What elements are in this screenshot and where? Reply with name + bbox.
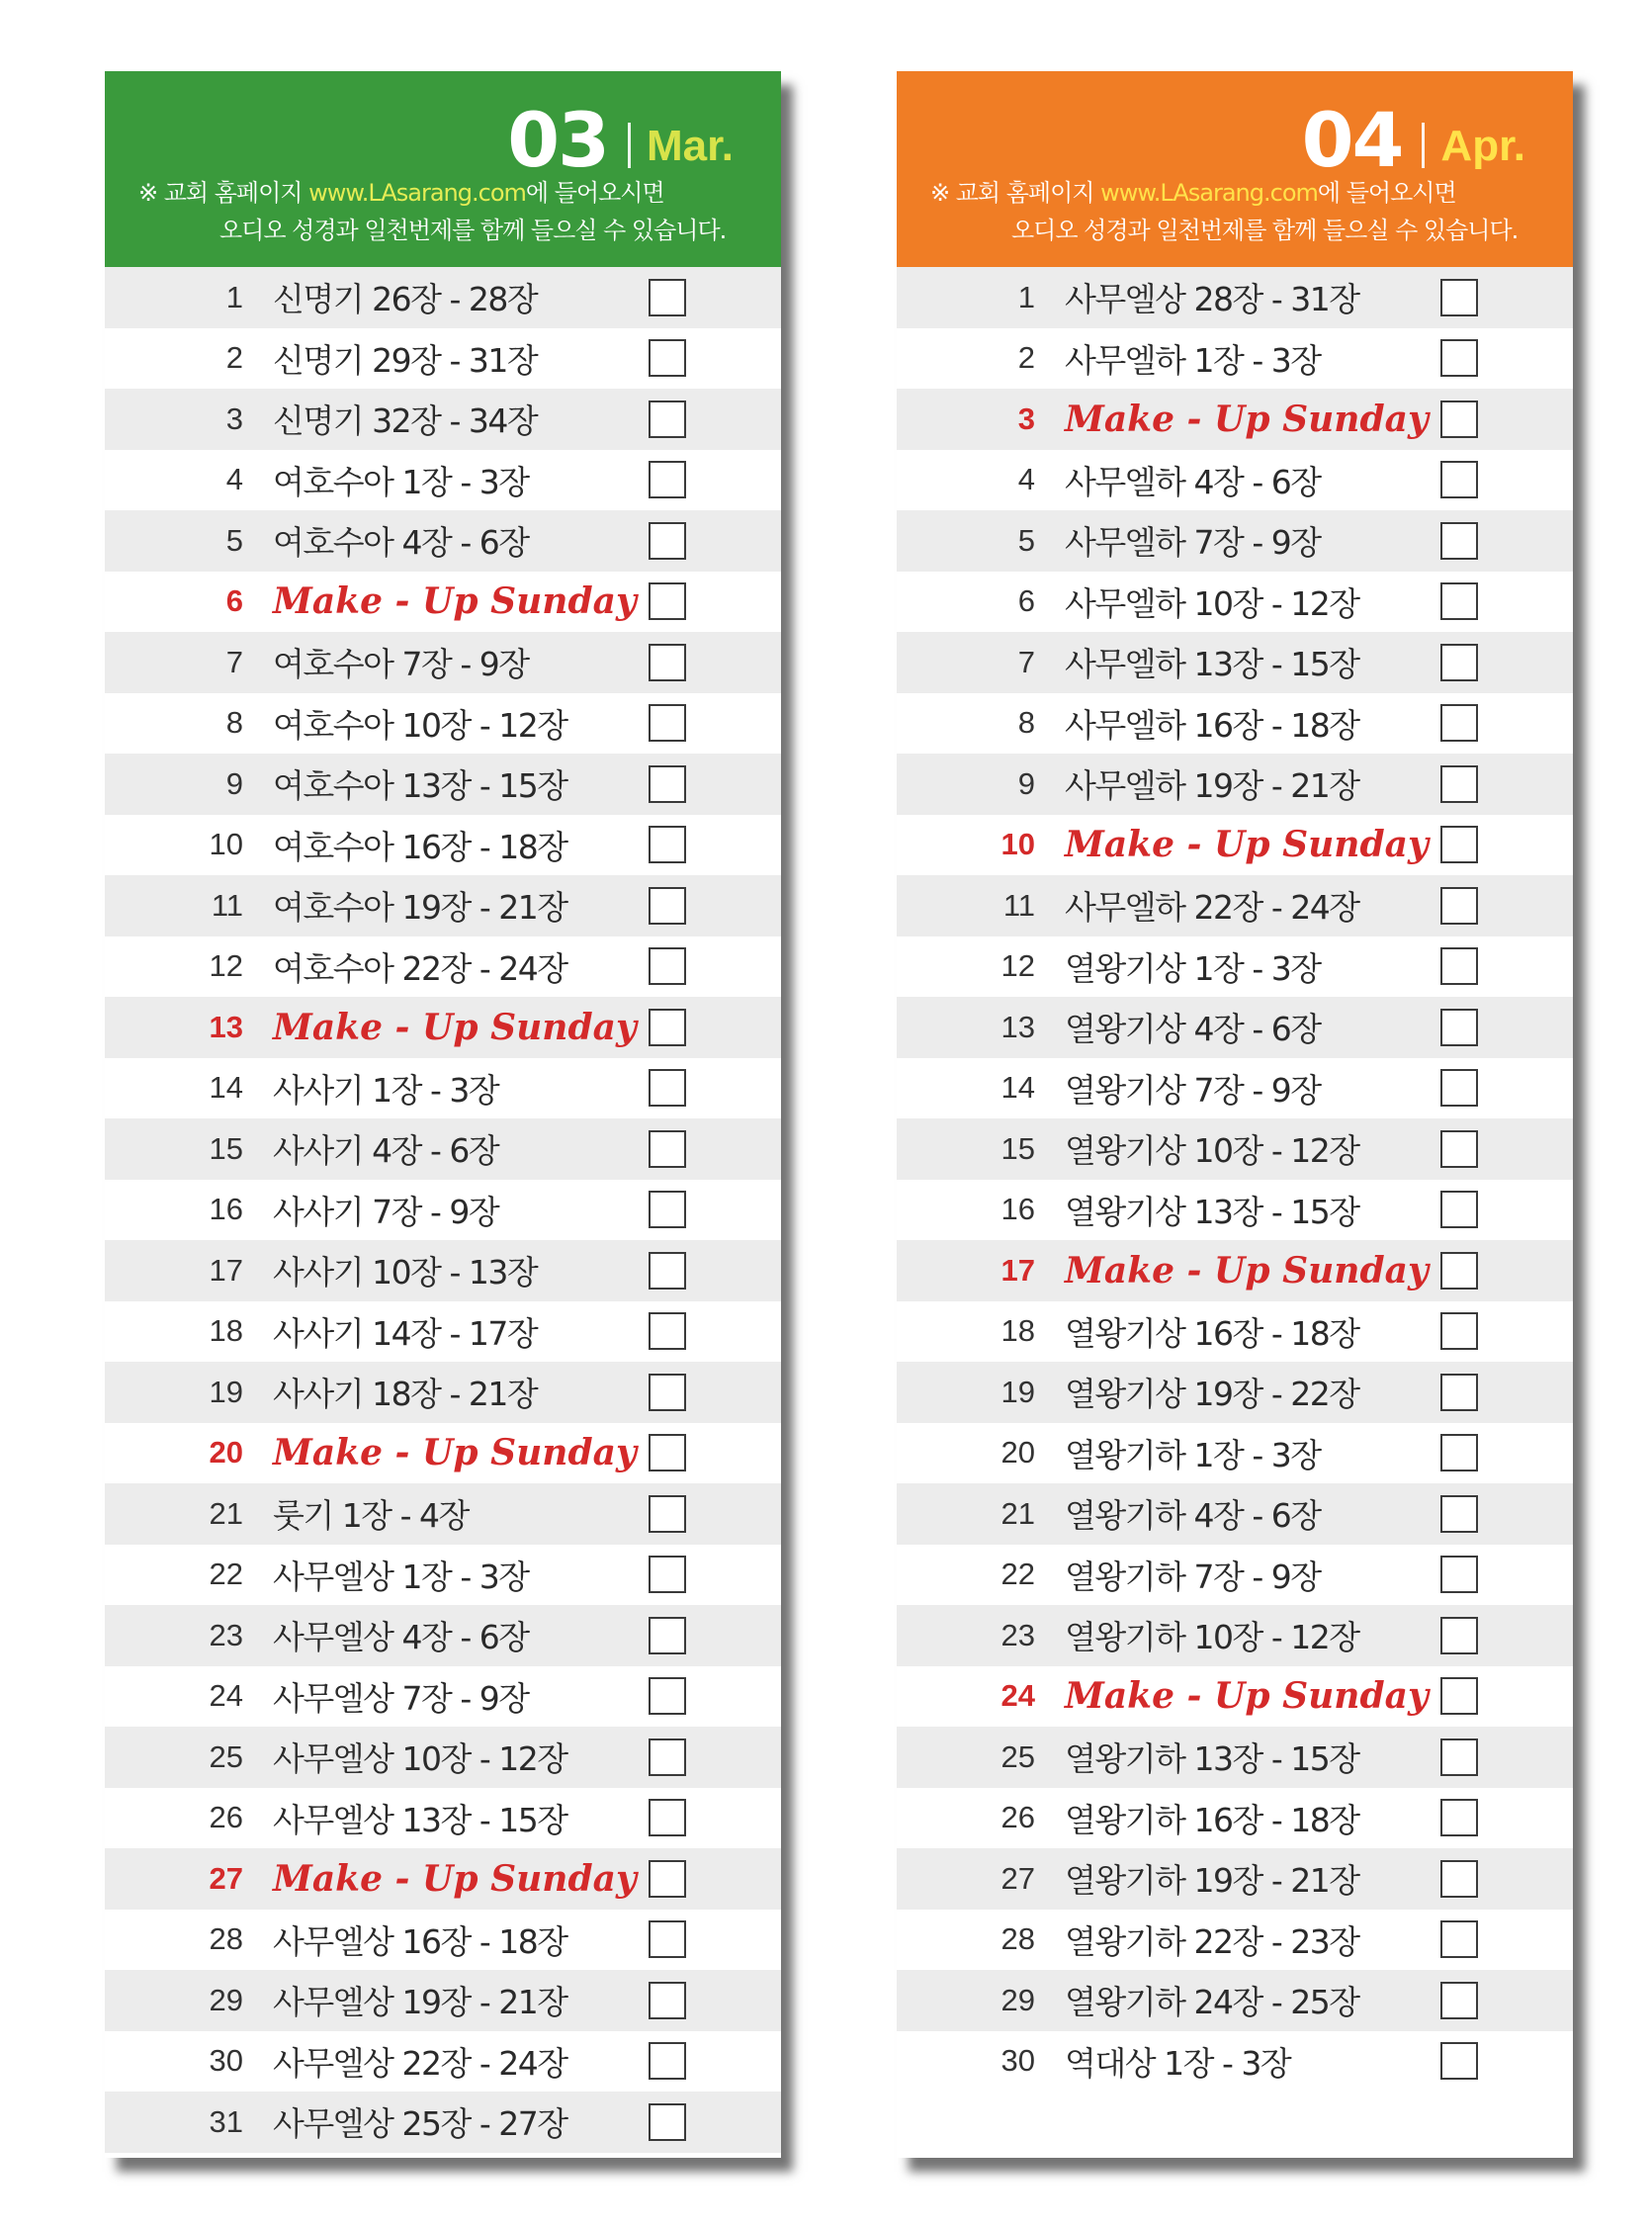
- reading-row: [105, 2031, 781, 2093]
- reading-row: [897, 1910, 1573, 1971]
- completed-checkbox[interactable]: [649, 1738, 686, 1776]
- completed-checkbox[interactable]: [1440, 704, 1478, 742]
- day-number: 24: [1000, 1678, 1035, 1714]
- day-number: 16: [1000, 1192, 1035, 1227]
- completed-checkbox[interactable]: [1440, 1374, 1478, 1411]
- day-number: 7: [1017, 644, 1035, 679]
- reading-row: [105, 267, 781, 328]
- april-reading-list: [897, 267, 1573, 2092]
- completed-checkbox[interactable]: [649, 1920, 686, 1958]
- day-number: 4: [1017, 462, 1035, 497]
- completed-checkbox[interactable]: [1440, 1617, 1478, 1654]
- completed-checkbox[interactable]: [1440, 401, 1478, 438]
- reading-row: [105, 1180, 781, 1241]
- reading-row: [105, 450, 781, 511]
- completed-checkbox[interactable]: [649, 1677, 686, 1715]
- day-number: 19: [209, 1374, 243, 1409]
- day-number: 28: [1000, 1921, 1035, 1957]
- completed-checkbox[interactable]: [649, 644, 686, 681]
- month-name: Apr.: [1440, 122, 1525, 170]
- day-number: 8: [1017, 705, 1035, 741]
- reading-passage: 열왕기하 1장 - 3장: [1065, 1435, 1321, 1474]
- reading-row: [105, 754, 781, 815]
- day-number: 4: [225, 462, 243, 497]
- completed-checkbox[interactable]: [649, 1860, 686, 1898]
- reading-row: [897, 389, 1573, 450]
- reading-row: [897, 1605, 1573, 1666]
- reading-passage: 신명기 29장 - 31장: [273, 340, 538, 380]
- reading-passage: 사무엘하 16장 - 18장: [1065, 705, 1359, 745]
- completed-checkbox[interactable]: [1440, 339, 1478, 377]
- reading-passage: 역대상 1장 - 3장: [1065, 2043, 1291, 2083]
- completed-checkbox[interactable]: [1440, 1556, 1478, 1593]
- day-number: 15: [1000, 1130, 1035, 1166]
- day-number: 24: [209, 1678, 243, 1714]
- completed-checkbox[interactable]: [649, 1191, 686, 1228]
- month-name: Mar.: [646, 122, 734, 170]
- reading-row: [105, 1666, 781, 1728]
- day-number: 6: [225, 583, 243, 619]
- completed-checkbox[interactable]: [1440, 644, 1478, 681]
- completed-checkbox[interactable]: [649, 279, 686, 316]
- day-number: 9: [225, 765, 243, 801]
- day-number: 26: [1000, 1800, 1035, 1835]
- completed-checkbox[interactable]: [649, 765, 686, 803]
- month-heading: [507, 96, 734, 184]
- reading-row: [897, 1362, 1573, 1423]
- reading-row: [105, 1362, 781, 1423]
- website-notice: [138, 174, 732, 249]
- reading-row: [105, 1118, 781, 1180]
- reading-passage: 사무엘상 1장 - 3장: [273, 1557, 529, 1596]
- reading-passage: 사무엘상 4장 - 6장: [273, 1618, 529, 1657]
- reading-row: [105, 1788, 781, 1849]
- makeup-sunday-label: Make - Up Sunday: [273, 580, 637, 623]
- day-number: 3: [225, 401, 243, 436]
- website-notice: [930, 174, 1523, 249]
- reading-passage: 사무엘하 7장 - 9장: [1065, 523, 1321, 563]
- completed-checkbox[interactable]: [1440, 1982, 1478, 2019]
- reading-passage: 열왕기하 24장 - 25장: [1065, 1983, 1359, 2022]
- march-reading-list: [105, 267, 781, 2153]
- reading-passage: 열왕기상 19장 - 22장: [1065, 1375, 1359, 1414]
- reading-row: [897, 1240, 1573, 1301]
- reading-row: [105, 328, 781, 390]
- month-heading: [1301, 96, 1525, 184]
- april-header: [897, 71, 1573, 267]
- reading-passage: 여호수아 10장 - 12장: [273, 705, 567, 745]
- reading-row: [897, 572, 1573, 633]
- reading-row: [105, 1910, 781, 1971]
- completed-checkbox[interactable]: [649, 582, 686, 620]
- reading-passage: 사무엘상 10장 - 12장: [273, 1739, 567, 1779]
- day-number: 29: [209, 1982, 243, 2017]
- day-number: 5: [1017, 522, 1035, 558]
- completed-checkbox[interactable]: [649, 1799, 686, 1836]
- completed-checkbox[interactable]: [649, 826, 686, 863]
- day-number: 21: [1000, 1495, 1035, 1531]
- completed-checkbox[interactable]: [649, 1434, 686, 1471]
- completed-checkbox[interactable]: [1440, 1738, 1478, 1776]
- completed-checkbox[interactable]: [649, 1130, 686, 1168]
- day-number: 13: [209, 1009, 243, 1044]
- reading-row: [897, 267, 1573, 328]
- reading-row: [105, 1545, 781, 1606]
- month-divider: [628, 123, 631, 168]
- reading-passage: 신명기 32장 - 34장: [273, 401, 538, 441]
- reading-row: [897, 1727, 1573, 1788]
- day-number: 30: [1000, 2043, 1035, 2079]
- day-number: 7: [225, 644, 243, 679]
- day-number: 6: [1017, 583, 1035, 619]
- day-number: 28: [209, 1921, 243, 1957]
- reading-row: [105, 1483, 781, 1545]
- completed-checkbox[interactable]: [1440, 826, 1478, 863]
- day-number: 17: [209, 1252, 243, 1288]
- reading-passage: 사무엘하 13장 - 15장: [1065, 645, 1359, 684]
- completed-checkbox[interactable]: [1440, 461, 1478, 498]
- reading-passage: 열왕기하 16장 - 18장: [1065, 1800, 1359, 1839]
- day-number: 2: [1017, 340, 1035, 376]
- reading-row: [897, 997, 1573, 1058]
- completed-checkbox[interactable]: [649, 461, 686, 498]
- april-reading-card: [897, 71, 1573, 2158]
- reading-passage: 사무엘하 10장 - 12장: [1065, 583, 1359, 623]
- reading-passage: 열왕기상 10장 - 12장: [1065, 1131, 1359, 1171]
- day-number: 21: [209, 1495, 243, 1531]
- completed-checkbox[interactable]: [649, 1617, 686, 1654]
- completed-checkbox[interactable]: [1440, 279, 1478, 316]
- completed-checkbox[interactable]: [1440, 1434, 1478, 1471]
- reading-passage: 열왕기하 4장 - 6장: [1065, 1496, 1321, 1536]
- month-number: 04: [1301, 96, 1403, 184]
- completed-checkbox[interactable]: [1440, 2042, 1478, 2080]
- reading-row: [105, 1605, 781, 1666]
- completed-checkbox[interactable]: [1440, 1130, 1478, 1168]
- reading-row: [897, 1666, 1573, 1728]
- completed-checkbox[interactable]: [1440, 522, 1478, 560]
- reading-passage: 사무엘하 19장 - 21장: [1065, 766, 1359, 806]
- completed-checkbox[interactable]: [649, 947, 686, 985]
- completed-checkbox[interactable]: [649, 1556, 686, 1593]
- completed-checkbox[interactable]: [1440, 1009, 1478, 1046]
- completed-checkbox[interactable]: [649, 1982, 686, 2019]
- day-number: 2: [225, 340, 243, 376]
- day-number: 27: [1000, 1860, 1035, 1896]
- day-number: 13: [1000, 1009, 1035, 1044]
- notice-line-2: 오디오 성경과 일천번제를 함께 들으실 수 있습니다.: [219, 217, 727, 244]
- day-number: 1: [225, 279, 243, 314]
- makeup-sunday-label: Make - Up Sunday: [273, 1006, 637, 1048]
- day-number: 17: [1000, 1252, 1035, 1288]
- completed-checkbox[interactable]: [1440, 1677, 1478, 1715]
- reading-passage: 사사기 18장 - 21장: [273, 1375, 538, 1414]
- march-reading-card: [105, 71, 781, 2158]
- makeup-sunday-label: Make - Up Sunday: [273, 1857, 637, 1900]
- completed-checkbox[interactable]: [1440, 582, 1478, 620]
- reading-row: [897, 1545, 1573, 1606]
- reading-passage: 사무엘상 25장 - 27장: [273, 2104, 567, 2144]
- reading-row: [897, 328, 1573, 390]
- completed-checkbox[interactable]: [649, 1312, 686, 1350]
- reading-passage: 열왕기하 13장 - 15장: [1065, 1739, 1359, 1779]
- day-number: 9: [1017, 765, 1035, 801]
- reading-passage: 여호수아 13장 - 15장: [273, 766, 567, 806]
- day-number: 1: [1017, 279, 1035, 314]
- reading-row: [105, 632, 781, 693]
- reading-passage: 사사기 7장 - 9장: [273, 1192, 499, 1231]
- reading-row: [105, 1727, 781, 1788]
- completed-checkbox[interactable]: [1440, 1252, 1478, 1290]
- reading-passage: 여호수아 1장 - 3장: [273, 462, 529, 501]
- reading-row: [105, 510, 781, 572]
- completed-checkbox[interactable]: [1440, 1312, 1478, 1350]
- reading-row: [105, 1240, 781, 1301]
- reading-row: [897, 875, 1573, 936]
- day-number: 26: [209, 1800, 243, 1835]
- day-number: 12: [209, 948, 243, 984]
- completed-checkbox[interactable]: [649, 522, 686, 560]
- reading-row: [105, 2092, 781, 2153]
- reading-passage: 열왕기상 7장 - 9장: [1065, 1070, 1321, 1110]
- day-number: 27: [209, 1860, 243, 1896]
- day-number: 12: [1000, 948, 1035, 984]
- day-number: 3: [1017, 401, 1035, 436]
- reading-row: [897, 1301, 1573, 1363]
- day-number: 23: [209, 1617, 243, 1652]
- reading-row: [897, 1180, 1573, 1241]
- completed-checkbox[interactable]: [649, 1374, 686, 1411]
- completed-checkbox[interactable]: [649, 704, 686, 742]
- reading-passage: 룻기 1장 - 4장: [273, 1496, 469, 1536]
- day-number: 10: [209, 827, 243, 862]
- reading-passage: 사무엘하 22장 - 24장: [1065, 888, 1359, 928]
- reading-passage: 사무엘상 13장 - 15장: [273, 1800, 567, 1839]
- reading-row: [897, 450, 1573, 511]
- reading-passage: 사무엘상 7장 - 9장: [273, 1678, 529, 1718]
- completed-checkbox[interactable]: [1440, 1495, 1478, 1533]
- reading-row: [105, 693, 781, 755]
- day-number: 14: [1000, 1070, 1035, 1106]
- reading-row: [105, 997, 781, 1058]
- reading-row: [897, 1058, 1573, 1119]
- completed-checkbox[interactable]: [649, 1069, 686, 1107]
- reading-passage: 사사기 4장 - 6장: [273, 1131, 499, 1171]
- day-number: 30: [209, 2043, 243, 2079]
- reading-passage: 여호수아 22장 - 24장: [273, 948, 567, 988]
- makeup-sunday-label: Make - Up Sunday: [1065, 824, 1429, 866]
- completed-checkbox[interactable]: [649, 2103, 686, 2141]
- reading-passage: 여호수아 16장 - 18장: [273, 827, 567, 866]
- completed-checkbox[interactable]: [649, 1252, 686, 1290]
- day-number: 29: [1000, 1982, 1035, 2017]
- reading-passage: 신명기 26장 - 28장: [273, 280, 538, 319]
- day-number: 20: [209, 1435, 243, 1470]
- completed-checkbox[interactable]: [649, 1009, 686, 1046]
- notice-suffix: 에 들어오시면: [1317, 179, 1456, 207]
- reading-row: [897, 1423, 1573, 1484]
- completed-checkbox[interactable]: [649, 887, 686, 925]
- reading-passage: 사무엘상 28장 - 31장: [1065, 280, 1359, 319]
- reading-row: [105, 936, 781, 998]
- completed-checkbox[interactable]: [1440, 765, 1478, 803]
- reading-passage: 열왕기상 4장 - 6장: [1065, 1010, 1321, 1049]
- day-number: 22: [209, 1557, 243, 1592]
- day-number: 18: [209, 1313, 243, 1349]
- march-header: [105, 71, 781, 267]
- reading-passage: 사무엘하 4장 - 6장: [1065, 462, 1321, 501]
- reading-passage: 사사기 14장 - 17장: [273, 1313, 538, 1353]
- day-number: 19: [1000, 1374, 1035, 1409]
- day-number: 31: [209, 2103, 243, 2139]
- makeup-sunday-label: Make - Up Sunday: [273, 1432, 637, 1474]
- reading-passage: 열왕기하 19장 - 21장: [1065, 1861, 1359, 1901]
- website-link[interactable]: www.LAsarang.com: [308, 179, 526, 207]
- day-number: 25: [1000, 1738, 1035, 1774]
- reading-row: [897, 1848, 1573, 1910]
- reading-passage: 사무엘상 22장 - 24장: [273, 2043, 567, 2083]
- month-number: 03: [507, 96, 608, 184]
- completed-checkbox[interactable]: [649, 401, 686, 438]
- notice-suffix: 에 들어오시면: [525, 179, 664, 207]
- reading-passage: 사무엘상 16장 - 18장: [273, 1921, 567, 1961]
- completed-checkbox[interactable]: [1440, 1920, 1478, 1958]
- website-link[interactable]: www.LAsarang.com: [1100, 179, 1318, 207]
- reading-passage: 사무엘상 19장 - 21장: [273, 1983, 567, 2022]
- reading-row: [897, 1118, 1573, 1180]
- notice-prefix: ※ 교회 홈페이지: [138, 179, 309, 207]
- makeup-sunday-label: Make - Up Sunday: [1065, 1249, 1429, 1292]
- reading-passage: 사무엘하 1장 - 3장: [1065, 340, 1321, 380]
- reading-row: [105, 389, 781, 450]
- reading-row: [105, 1848, 781, 1910]
- day-number: 11: [211, 887, 243, 923]
- day-number: 5: [225, 522, 243, 558]
- reading-row: [105, 875, 781, 936]
- completed-checkbox[interactable]: [1440, 1069, 1478, 1107]
- reading-passage: 사사기 10장 - 13장: [273, 1253, 538, 1292]
- reading-row: [897, 754, 1573, 815]
- reading-passage: 열왕기상 16장 - 18장: [1065, 1313, 1359, 1353]
- day-number: 18: [1000, 1313, 1035, 1349]
- reading-passage: 열왕기하 7장 - 9장: [1065, 1557, 1321, 1596]
- reading-row: [105, 1970, 781, 2031]
- day-number: 23: [1000, 1617, 1035, 1652]
- completed-checkbox[interactable]: [1440, 887, 1478, 925]
- reading-row: [105, 815, 781, 876]
- day-number: 25: [209, 1738, 243, 1774]
- completed-checkbox[interactable]: [1440, 1191, 1478, 1228]
- makeup-sunday-label: Make - Up Sunday: [1065, 398, 1429, 440]
- notice-line-2: 오디오 성경과 일천번제를 함께 들으실 수 있습니다.: [1011, 217, 1519, 244]
- reading-passage: 여호수아 7장 - 9장: [273, 645, 529, 684]
- reading-row: [897, 2031, 1573, 2093]
- reading-passage: 사사기 1장 - 3장: [273, 1070, 499, 1110]
- reading-row: [105, 1058, 781, 1119]
- day-number: 16: [209, 1192, 243, 1227]
- reading-passage: 여호수아 19장 - 21장: [273, 888, 567, 928]
- reading-passage: 열왕기하 10장 - 12장: [1065, 1618, 1359, 1657]
- completed-checkbox[interactable]: [649, 2042, 686, 2080]
- reading-passage: 여호수아 4장 - 6장: [273, 523, 529, 563]
- reading-row: [897, 1970, 1573, 2031]
- reading-row: [897, 693, 1573, 755]
- day-number: 15: [209, 1130, 243, 1166]
- completed-checkbox[interactable]: [1440, 947, 1478, 985]
- reading-passage: 열왕기상 1장 - 3장: [1065, 948, 1321, 988]
- reading-row: [105, 1423, 781, 1484]
- day-number: 8: [225, 705, 243, 741]
- reading-row: [897, 1788, 1573, 1849]
- reading-passage: 열왕기상 13장 - 15장: [1065, 1192, 1359, 1231]
- reading-row: [105, 1301, 781, 1363]
- day-number: 11: [1002, 887, 1035, 923]
- month-divider: [1422, 123, 1425, 168]
- makeup-sunday-label: Make - Up Sunday: [1065, 1675, 1429, 1718]
- reading-row: [897, 936, 1573, 998]
- day-number: 22: [1000, 1557, 1035, 1592]
- completed-checkbox[interactable]: [649, 339, 686, 377]
- day-number: 10: [1000, 827, 1035, 862]
- day-number: 20: [1000, 1435, 1035, 1470]
- notice-prefix: ※ 교회 홈페이지: [930, 179, 1101, 207]
- reading-row: [897, 1483, 1573, 1545]
- reading-row: [897, 815, 1573, 876]
- day-number: 14: [209, 1070, 243, 1106]
- completed-checkbox[interactable]: [1440, 1860, 1478, 1898]
- reading-row: [897, 510, 1573, 572]
- reading-row: [105, 572, 781, 633]
- reading-row: [897, 632, 1573, 693]
- completed-checkbox[interactable]: [1440, 1799, 1478, 1836]
- completed-checkbox[interactable]: [649, 1495, 686, 1533]
- reading-passage: 열왕기하 22장 - 23장: [1065, 1921, 1359, 1961]
